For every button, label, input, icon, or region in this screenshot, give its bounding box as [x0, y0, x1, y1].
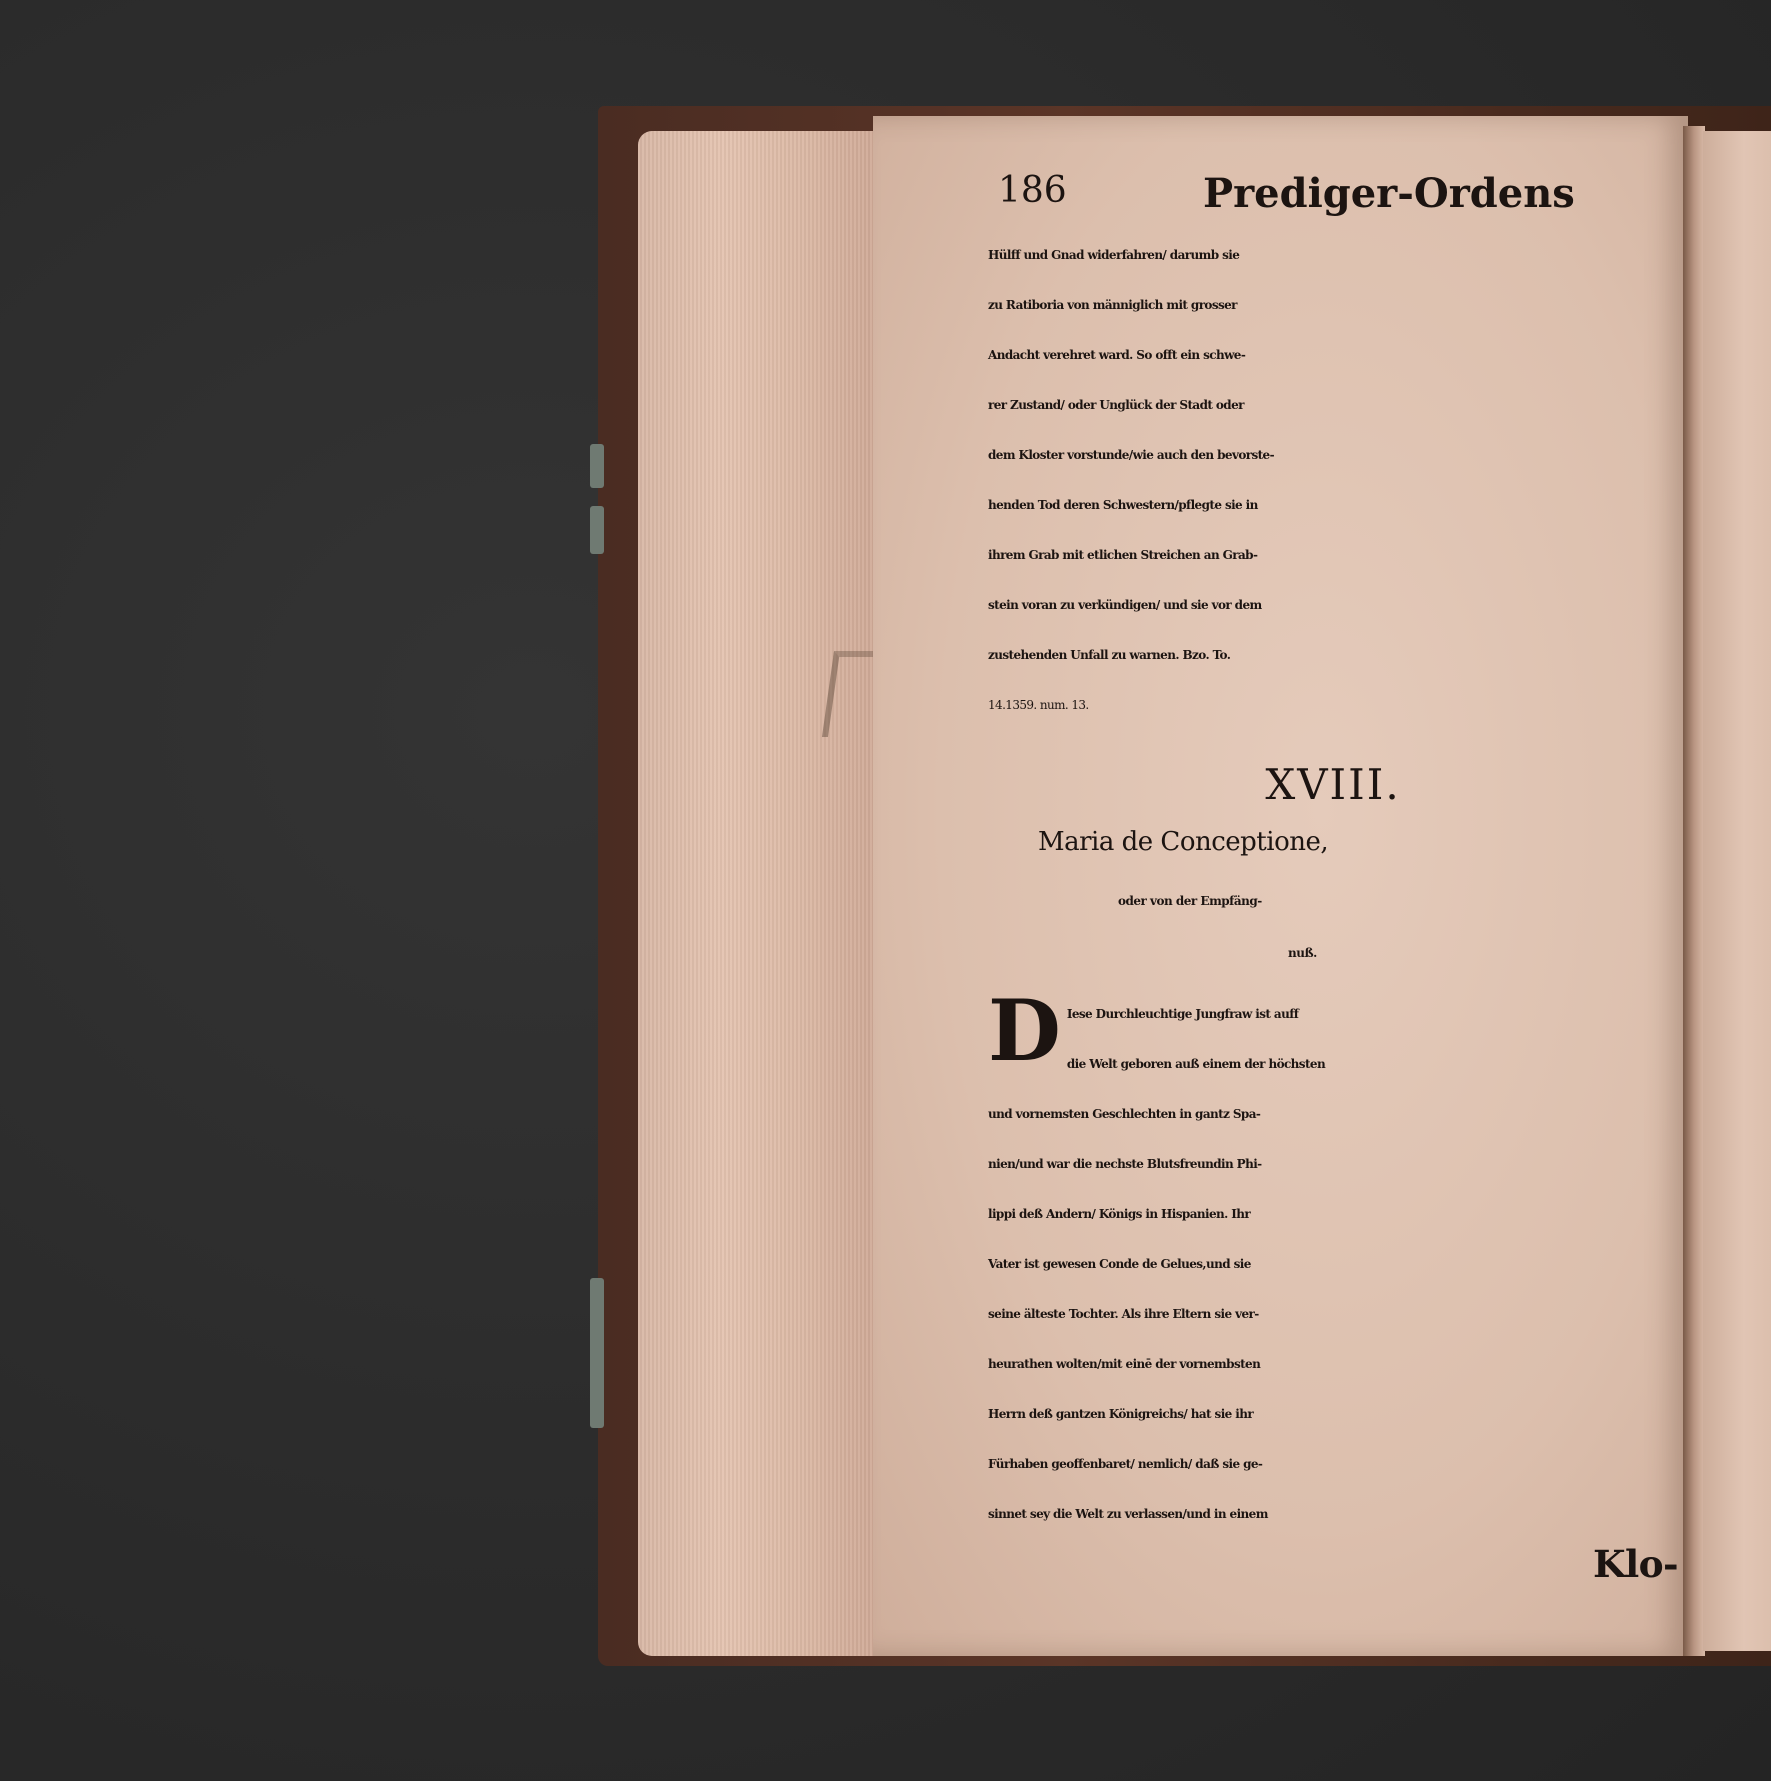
text-line: die Welt geboren auß einem der höchsten [1066, 1057, 1326, 1071]
text-line: zustehenden Unfall zu warnen. Bzo. To. [988, 648, 1231, 662]
text-line: Fürhaben geoffenbaret/ nemlich/ daß sie ge- [988, 1457, 1263, 1471]
text-line: Hülff und Gnad widerfahren/ darumb sie [988, 248, 1240, 262]
clasp-bottom [590, 1278, 604, 1428]
section-number: XVIII. [1265, 760, 1401, 809]
opening-paragraph [988, 230, 1688, 730]
text-line: rer Zustand/ oder Unglück der Stadt oder [988, 398, 1244, 412]
right-page-fragment [1703, 131, 1771, 1651]
text-line: seine älteste Tochter. Als ihre Eltern sie ver- [988, 1307, 1259, 1321]
text-line: stein voran zu verkündigen/ und sie vor dem [988, 598, 1262, 612]
clasp-top [590, 444, 604, 488]
text-line: Iese Durchleuchtige Jungfraw ist auff [1066, 1007, 1299, 1021]
text-line: dem Kloster vorstunde/wie auch den bevorste- [988, 448, 1274, 462]
text-line: lippi deß Andern/ Königs in Hispanien. Ihr [988, 1207, 1251, 1221]
text-line: Herrn deß gantzen Königreichs/ hat sie ihr [988, 1407, 1254, 1421]
fore-edge [638, 131, 878, 1656]
text-line: Andacht verehret ward. So offt ein schwe- [988, 348, 1246, 362]
citation-line: 14.1359. num. 13. [988, 698, 1089, 712]
left-page-text [988, 170, 1688, 1589]
text-line: henden Tod deren Schwestern/pflegte sie in [988, 498, 1258, 512]
catchword: Klo- [1592, 1542, 1678, 1586]
text-line: sinnet sey die Welt zu verlassen/und in einem [988, 1507, 1268, 1521]
text-line: und vornemsten Geschlechten in gantz Spa- [988, 1107, 1261, 1121]
text-line: zu Ratiboria von männiglich mit grosser [988, 298, 1237, 312]
text-line: Vater ist gewesen Conde de Gelues,und sie [988, 1257, 1251, 1271]
drop-capital: D [988, 981, 1061, 1080]
section-subtitle: oder von der Empfäng- [1118, 894, 1262, 908]
text-line: nien/und war die nechste Blutsfreundin Phi- [988, 1157, 1262, 1171]
body-paragraph [988, 981, 1688, 1589]
page-header [988, 170, 1688, 230]
section-title: Maria de Conceptione, [1038, 827, 1329, 857]
running-head: Prediger-Ordens [1203, 170, 1575, 217]
text-line: ihrem Grab mit etlichen Streichen an Grab- [988, 548, 1258, 562]
text-line: heurathen wolten/mit einē der vornembsten [988, 1357, 1261, 1371]
page-number: 186 [998, 170, 1067, 211]
section-subtitle-cont: nuß. [1288, 946, 1317, 960]
clasp-mid [590, 506, 604, 554]
